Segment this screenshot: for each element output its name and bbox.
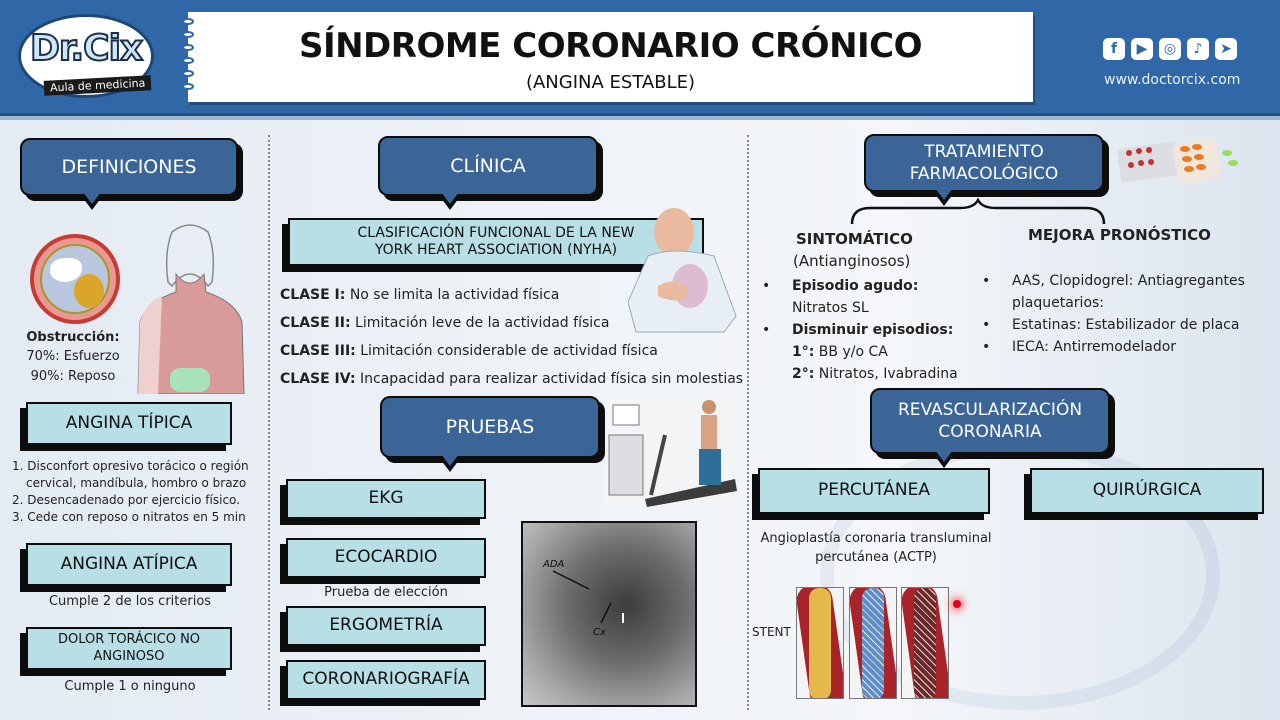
tratamiento-heading-line2: FARMACOLÓGICO xyxy=(909,164,1059,184)
stent-step-2-image xyxy=(849,587,897,699)
website-link[interactable]: www.doctorcix.com xyxy=(1104,72,1241,88)
sintomatico-list xyxy=(762,275,982,385)
dolor-no-anginoso-line2: ANGINOSO xyxy=(93,648,165,664)
header-banner xyxy=(0,0,1280,116)
pronostico-heading: MEJORA PRONÓSTICO xyxy=(1028,226,1211,244)
revascularizacion-heading-line1: REVASCULARIZACIÓN xyxy=(897,399,1083,420)
artery-cross-section-image xyxy=(30,234,120,324)
test-coronariografia-box xyxy=(286,660,486,700)
test-ecocardio-label: ECOCARDIO xyxy=(334,547,438,568)
percutanea-label: PERCUTÁNEA xyxy=(817,480,931,501)
logo-brand: Dr.Cix xyxy=(30,28,143,69)
test-coronariografia-label: CORONARIOGRAFÍA xyxy=(302,669,470,690)
nyha-class-row: CLASE III: Limitación considerable de actividad física xyxy=(280,343,658,359)
tiktok-icon[interactable]: ♪ xyxy=(1187,38,1209,60)
pill-blister-image xyxy=(1115,135,1245,185)
bubble-tail xyxy=(438,456,462,472)
list-item: • AAS, Clopidogrel: Antiagregantes plaquetarios: xyxy=(982,273,1245,311)
angina-tipica-box xyxy=(26,402,232,445)
angina-atipica-label: ANGINA ATÍPICA xyxy=(60,553,198,574)
category-brace xyxy=(850,198,1106,226)
column-divider xyxy=(747,135,749,710)
stress-test-treadmill-image xyxy=(605,395,740,507)
quirurgica-label: QUIRÚRGICA xyxy=(1092,480,1202,501)
title-card xyxy=(188,12,1033,102)
ecocardio-note: Prueba de elección xyxy=(324,585,448,600)
angina-atipica-note: Cumple 2 de los criterios xyxy=(48,594,212,609)
criteria-item: 1. Disconfort opresivo torácico o región xyxy=(12,459,249,473)
tratamiento-heading-line1: TRATAMIENTO xyxy=(924,141,1044,162)
dolor-no-anginoso-box xyxy=(26,627,232,670)
column-divider xyxy=(268,135,270,710)
tratamiento-heading xyxy=(864,134,1104,192)
test-ecocardio-box xyxy=(286,538,486,578)
angio-label-ada: ADA xyxy=(543,559,565,570)
sintomatico-subheading: (Antianginosos) xyxy=(793,252,911,270)
nyha-title-line1: CLASIFICACIÓN FUNCIONAL DE LA NEW xyxy=(357,224,635,241)
dolor-no-anginoso-line1: DOLOR TORÁCICO NO xyxy=(57,632,201,648)
revascularizacion-heading-line2: CORONARIA xyxy=(938,422,1042,442)
page-subtitle: (ANGINA ESTABLE) xyxy=(525,72,696,93)
criteria-item: cervical, mandíbula, hombro o brazo xyxy=(26,476,247,490)
instagram-icon[interactable]: ◎ xyxy=(1159,38,1181,60)
pruebas-heading-label: PRUEBAS xyxy=(445,415,535,438)
definiciones-heading xyxy=(20,138,238,196)
revascularizacion-heading xyxy=(870,388,1110,454)
list-item: • Estatinas: Estabilizador de placa xyxy=(982,317,1240,333)
angina-pain-distribution-image xyxy=(132,222,250,394)
stent-label: STENT xyxy=(752,625,791,639)
angio-label-cx: Cx xyxy=(593,627,606,638)
nyha-title-line2: YORK HEART ASSOCIATION (NYHA) xyxy=(374,242,618,258)
test-ergometria-box xyxy=(286,606,486,646)
angio-arrows xyxy=(523,523,699,709)
obstruction-effort: 70%: Esfuerzo xyxy=(26,349,120,364)
clinica-heading xyxy=(378,136,598,196)
list-item: • Disminuir episodios: 1°: BB y/o CA 2°: Nitratos, Ivabradina xyxy=(762,322,958,382)
list-item: • IECA: Antirremodelador xyxy=(982,339,1177,355)
header-underline xyxy=(0,116,1280,120)
definiciones-heading-label: DEFINICIONES xyxy=(61,155,197,178)
coronary-angiography-image xyxy=(521,521,697,707)
youtube-icon[interactable]: ▶ xyxy=(1131,38,1153,60)
test-ergometria-label: ERGOMETRÍA xyxy=(329,615,443,636)
laser-pointer xyxy=(953,600,961,608)
drcix-logo xyxy=(18,14,158,106)
bubble-tail xyxy=(80,194,104,210)
pruebas-heading xyxy=(380,396,600,458)
list-item: • Episodio agudo: Nitratos SL xyxy=(762,278,919,316)
test-ekg-label: EKG xyxy=(368,488,404,509)
social-links xyxy=(1103,38,1237,60)
criteria-item: 2. Desencadenado por ejercicio físico. xyxy=(12,493,240,507)
pronostico-list xyxy=(982,270,1262,358)
angina-tipica-criteria xyxy=(12,458,274,526)
dolor-no-anginoso-note: Cumple 1 o ninguno xyxy=(64,679,196,694)
telegram-icon[interactable]: ➤ xyxy=(1215,38,1237,60)
obstruction-label: Obstrucción: xyxy=(26,330,120,345)
page-title: SÍNDROME CORONARIO CRÓNICO xyxy=(298,26,923,66)
stent-step-1-image xyxy=(796,587,844,699)
quirurgica-box xyxy=(1030,468,1264,514)
nyha-classes xyxy=(280,281,750,393)
stent-step-3-image xyxy=(901,587,949,699)
clinica-heading-label: CLÍNICA xyxy=(450,154,526,177)
obstruction-rest: 90%: Reposo xyxy=(30,369,116,384)
nyha-class-row: CLASE I: No se limita la actividad física xyxy=(280,287,560,303)
nyha-class-row: CLASE IV: Incapacidad para realizar actividad física sin molestias xyxy=(280,371,744,387)
facebook-icon[interactable]: f xyxy=(1103,38,1125,60)
test-ekg-box xyxy=(286,479,486,519)
bubble-tail xyxy=(438,194,462,210)
criteria-item: 3. Cede con reposo o nitratos en 5 min xyxy=(12,510,246,524)
logo-tagline: Aula de medicina xyxy=(44,75,152,96)
percutanea-box xyxy=(758,468,990,514)
angina-atipica-box xyxy=(26,543,232,586)
bubble-tail xyxy=(932,452,956,468)
nyha-class-row: CLASE II: Limitación leve de la actividad física xyxy=(280,315,610,331)
angina-tipica-label: ANGINA TÍPICA xyxy=(65,412,193,433)
sintomatico-heading: SINTOMÁTICO xyxy=(796,230,913,248)
percutanea-note: Angioplastía coronaria transluminal percutánea (ACTP) xyxy=(760,531,992,565)
